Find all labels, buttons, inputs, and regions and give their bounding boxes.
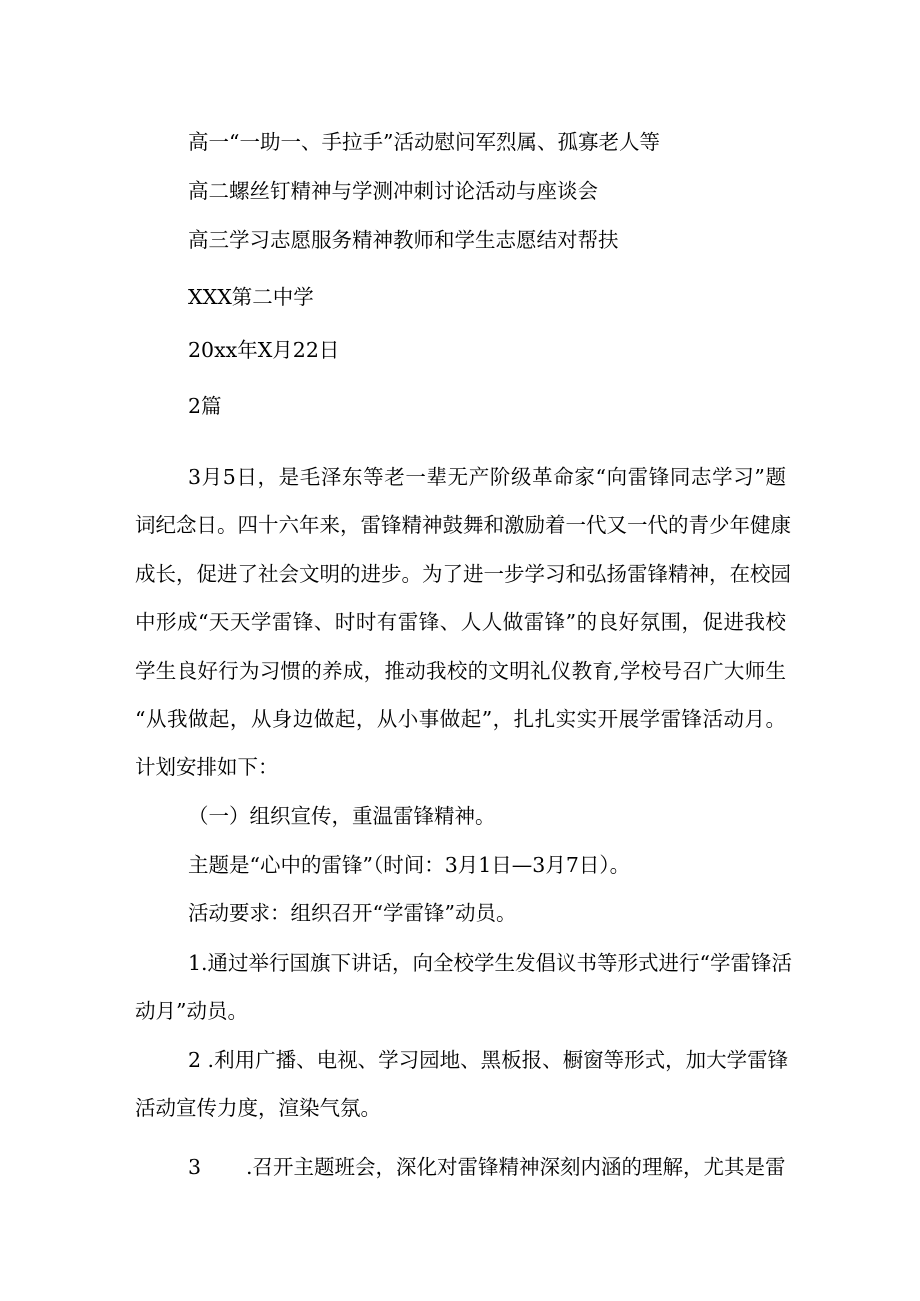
school-name: XXX第二中学 xyxy=(188,285,314,309)
item-three-text: .召开主题班会，深化对雷锋精神深刻内涵的理解，尤其是雷 xyxy=(246,1155,786,1179)
item-one-line: 动月”动员。 xyxy=(135,999,248,1023)
grade3-activity-line: 高三学习志愿服务精神教师和学生志愿结对帮扶 xyxy=(188,228,619,252)
grade1-activity-line: 高一“一助一、手拉手”活动慰问军烈属、孤寡老人等 xyxy=(188,130,660,154)
intro-paragraph-line: 3月5日，是毛泽东等老一辈无产阶级革命家“向雷锋同志学习”题 xyxy=(188,465,786,489)
item-one-line: 1.通过举行国旗下讲话，向全校学生发倡议书等形式进行“学雷锋活 xyxy=(188,951,793,975)
intro-paragraph-line: “从我做起，从身边做起，从小事做起”，扎扎实实开展学雷锋活动月。 xyxy=(135,707,786,731)
requirement-line: 活动要求：组织召开“学雷锋”动员。 xyxy=(188,901,517,925)
document-date: 20xx年X月22日 xyxy=(188,338,340,362)
item-two-line: 活动宣传力度，渲染气氛。 xyxy=(135,1096,381,1120)
section-heading-one: （一）组织宣传，重温雷锋精神。 xyxy=(188,804,496,828)
intro-paragraph-line: 计划安排如下： xyxy=(135,755,279,779)
intro-paragraph-line: 成长，促进了社会文明的进步。为了进一步学习和弘扬雷锋精神，在校园 xyxy=(135,562,791,586)
item-three-line xyxy=(188,1157,786,1178)
intro-paragraph-line: 学生良好行为习惯的养成，推动我校的文明礼仪教育,学校号召广大师生 xyxy=(135,659,786,683)
item-two-line: 2 .利用广播、电视、学习园地、黑板报、橱窗等形式，加大学雷锋 xyxy=(188,1048,789,1072)
grade2-activity-line: 高二螺丝钉精神与学测冲刺讨论活动与座谈会 xyxy=(188,179,598,203)
intro-paragraph-line: 中形成“天天学雷锋、时时有雷锋、人人做雷锋”的良好氛围，促进我校 xyxy=(135,610,786,634)
theme-line: 主题是“心中的雷锋”（时间：3月1日—3月7日）。 xyxy=(188,853,631,877)
section-label: 2篇 xyxy=(188,394,222,418)
intro-paragraph-line: 词纪念日。四十六年来，雷锋精神鼓舞和激励着一代又一代的青少年健康 xyxy=(135,513,791,537)
item-three-number: 3 xyxy=(188,1155,202,1179)
